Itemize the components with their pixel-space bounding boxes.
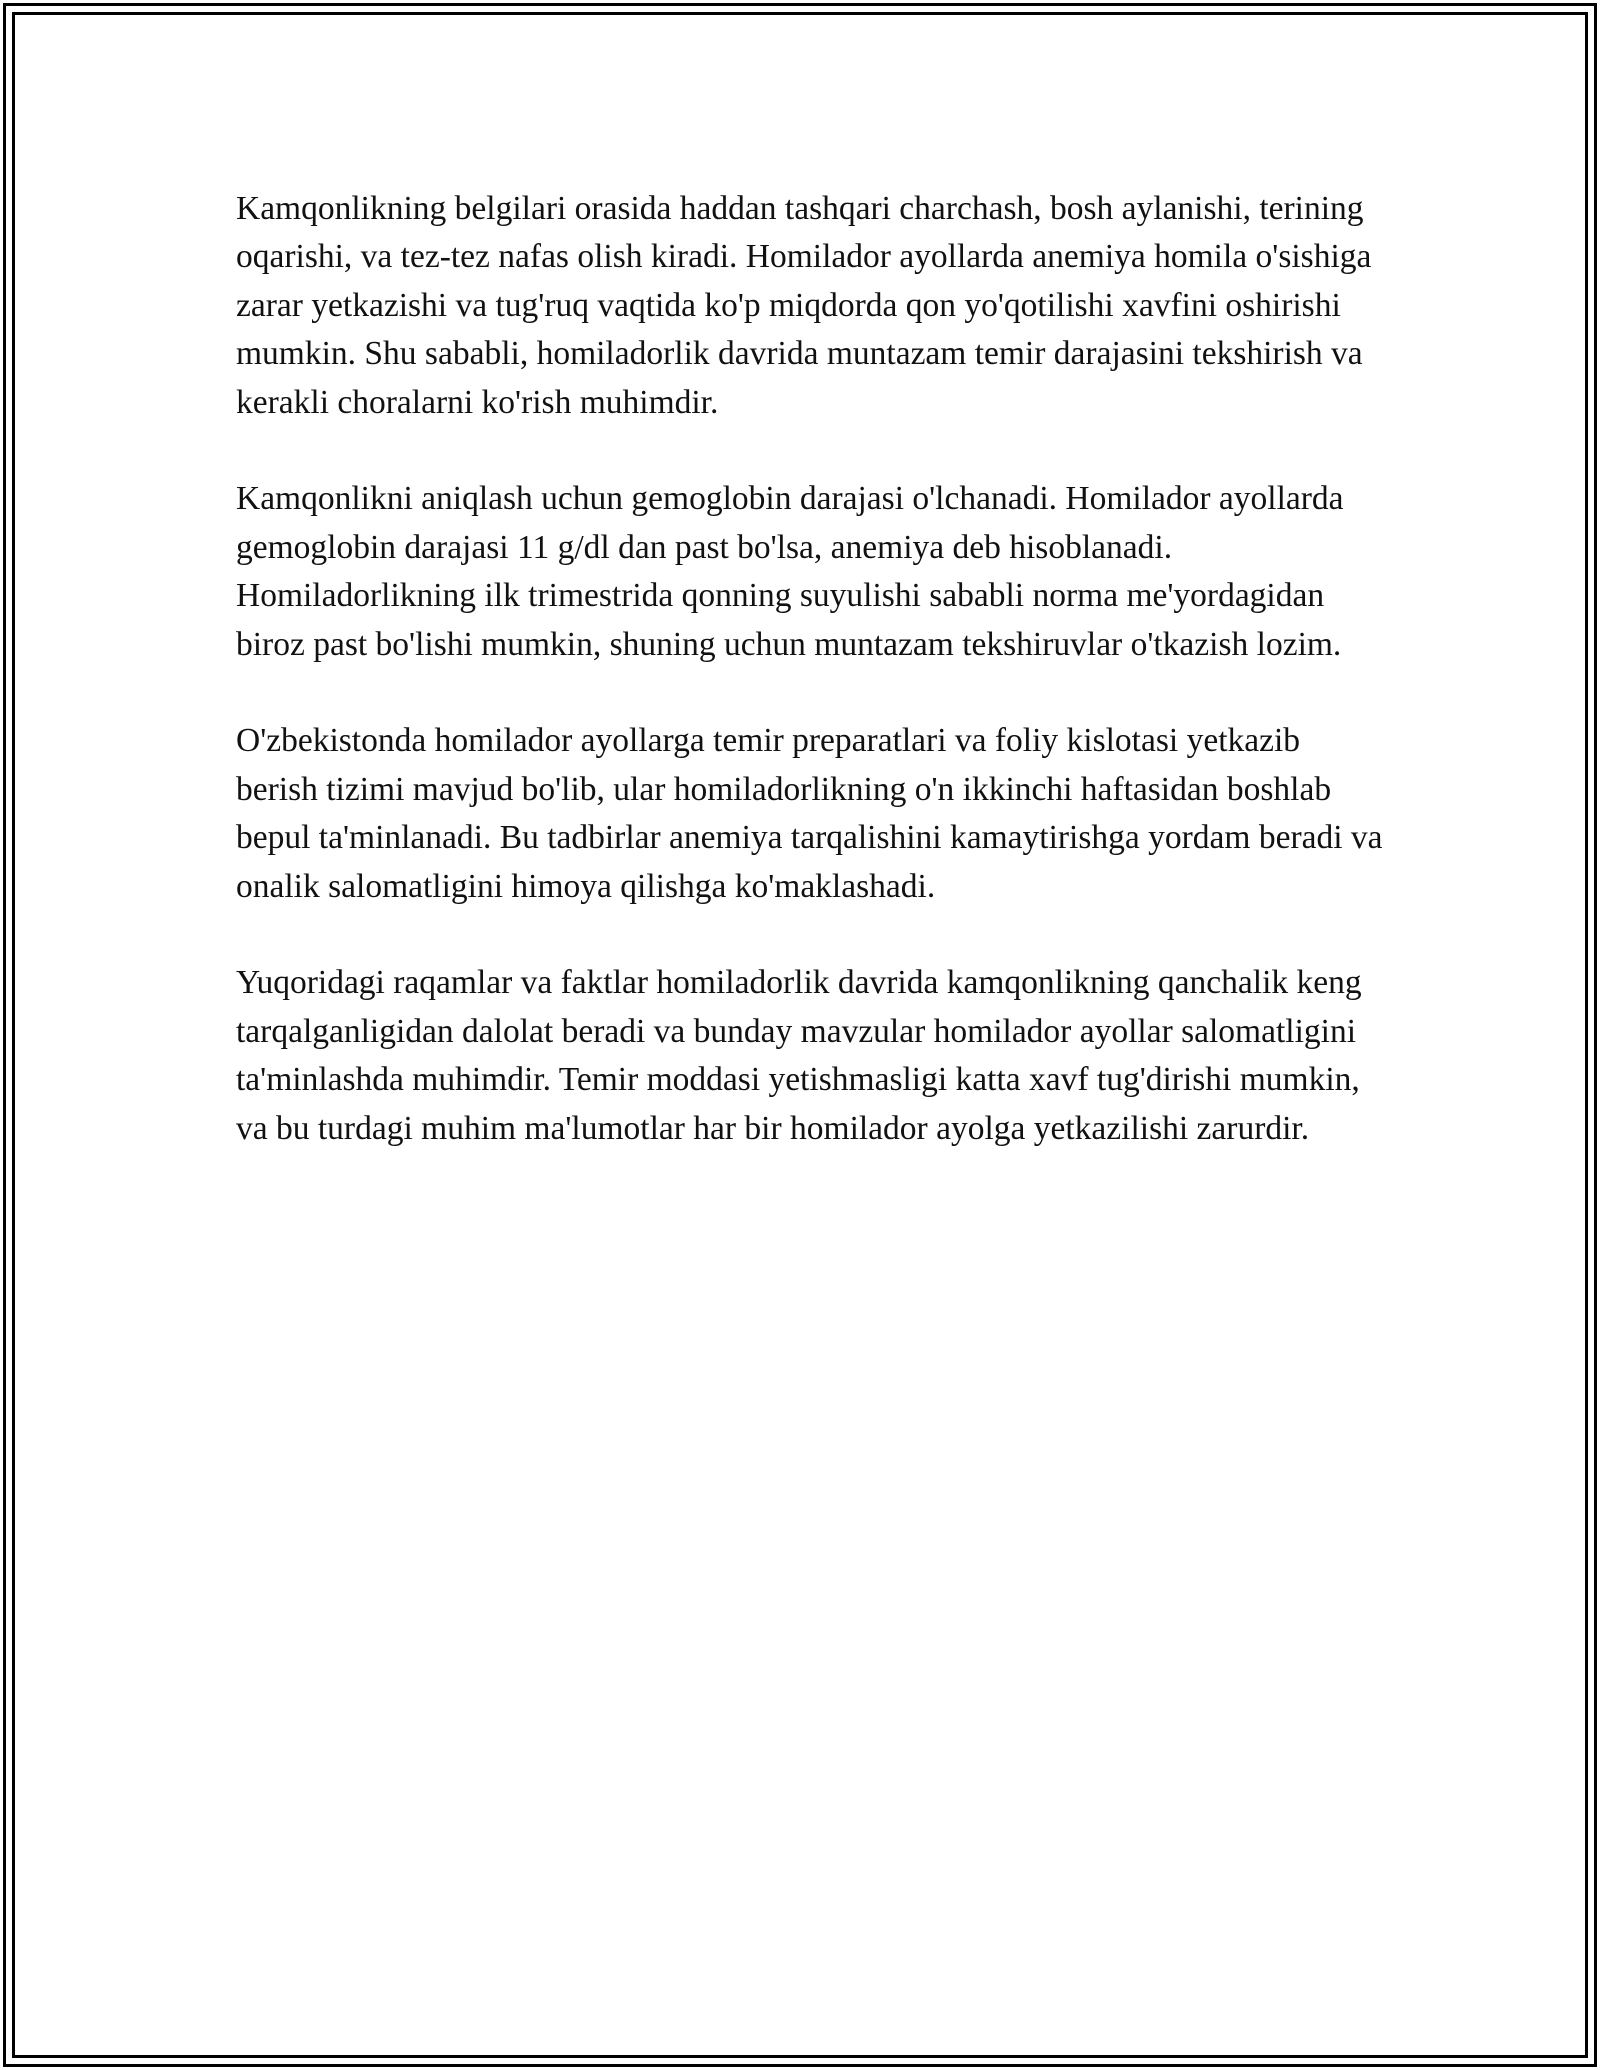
paragraph-diagnosis: Kamqonlikni aniqlash uchun gemoglobin darajasi o'lchanadi. Homilador ayollarda gemoglobin darajasi 11 g/dl dan past bo'lsa, anemiya deb hisoblanadi. Homiladorlikning ilk trimestrida qonning suyulishi sababli norma me'yordagidan biroz past bo'lishi mumkin, shuning uchun muntazam tekshiruvlar o'tkazish lozim. — [236, 480, 1344, 663]
document-body — [236, 185, 1386, 1201]
paragraph-conclusion: Yuqoridagi raqamlar va faktlar homiladorlik davrida kamqonlikning qanchalik keng tarqalganligidan dalolat beradi va bunday mavzular homilador ayollar salomatligini ta'minlashda muhimdir. Temir moddasi yetishmasligi katta xavf tug'dirishi mumkin, va bu turdagi muhim ma'lumotlar har bir homilador ayolga yetkazilishi zarurdir. — [236, 964, 1362, 1147]
paragraph-uzbekistan-program: O'zbekistonda homilador ayollarga temir preparatlari va foliy kislotasi yetkazib berish tizimi mavjud bo'lib, ular homiladorlikning o'n ikkinchi haftasidan boshlab bepul ta'minlanadi. Bu tadbirlar anemiya tarqalishini kamaytirishga yordam beradi va onalik salomatligini himoya qilishga ko'maklashadi. — [236, 722, 1383, 905]
paragraph-symptoms: Kamqonlikning belgilari orasida haddan tashqari charchash, bosh aylanishi, terining oqarishi, va tez-tez nafas olish kiradi. Homilador ayollarda anemiya homila o'sishiga zarar yetkazishi va tug'ruq vaqtida ko'p miqdorda qon yo'qotilishi xavfini oshirishi mumkin. Shu sababli, homiladorlik davrida muntazam temir darajasini tekshirish va kerakli choralarni ko'rish muhimdir. — [236, 190, 1372, 421]
